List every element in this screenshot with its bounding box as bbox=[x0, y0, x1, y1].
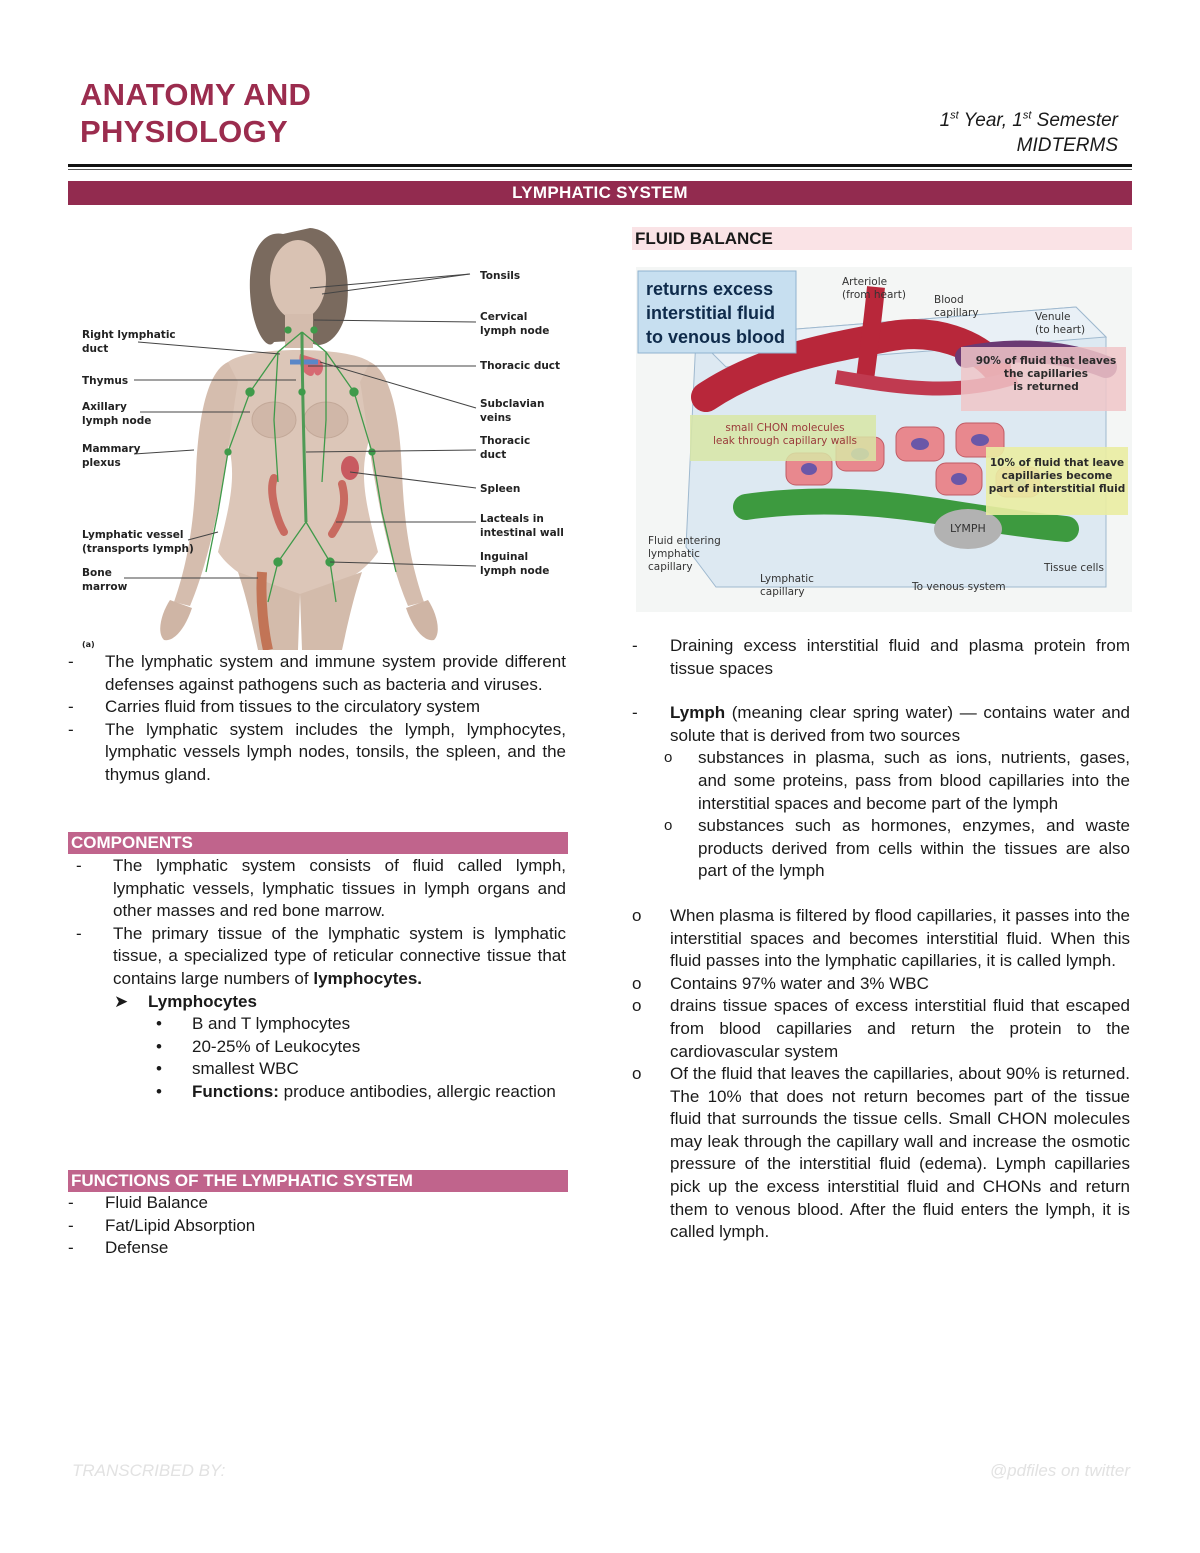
label-tissue-cells: Tissue cells bbox=[1044, 562, 1104, 574]
fluid-balance-figure bbox=[636, 267, 1132, 612]
label-bone-marrow: Bone marrow bbox=[82, 567, 128, 593]
document-title bbox=[80, 76, 311, 150]
list-item: - The primary tissue of the lymphatic system is lymphatic tissue, a specialized type of reticular connective tissue that contains large numbers of lymphocytes. bbox=[76, 923, 566, 988]
label-thymus: Thymus bbox=[82, 375, 129, 387]
label-axillary-lymph-node: Axillary lymph node bbox=[82, 401, 152, 427]
list-item: - Draining excess interstitial fluid and plasma protein from tissue spaces bbox=[632, 636, 1130, 678]
list-item: - The lymphatic system consists of fluid called lymph, lymphatic vessels, lymphatic tissues in lymph organs and other masses and red bone marrow. bbox=[76, 856, 566, 921]
label-lacteals: Lacteals in intestinal wall bbox=[480, 513, 564, 539]
title-line-1: ANATOMY AND bbox=[80, 77, 312, 112]
header-rule-thin bbox=[68, 169, 1132, 170]
fluid-balance-heading: FLUID BALANCE bbox=[632, 227, 1132, 250]
list-item: - The lymphatic system includes the lymph, lymphocytes, lymphatic vessels lymph nodes, tonsils, the spleen, and the thymus gland. bbox=[68, 719, 566, 784]
section-banner: LYMPHATIC SYSTEM bbox=[68, 181, 1132, 205]
functions-list bbox=[68, 1192, 566, 1260]
list-item: • B and T lymphocytes bbox=[156, 1014, 351, 1034]
list-item: - Defense bbox=[68, 1238, 169, 1258]
label-lymphatic-vessel: Lymphatic vessel (transports lymph) bbox=[82, 529, 194, 555]
components-list bbox=[76, 855, 566, 1104]
list-item: - The lymphatic system and immune system provide different defenses against pathogens such as bacteria and viruses. bbox=[68, 652, 566, 694]
fluid-balance-text bbox=[632, 635, 1130, 1244]
label-thoracic-duct: Thoracic duct bbox=[480, 360, 561, 372]
list-item: • Functions: produce antibodies, allergic reaction bbox=[156, 1081, 556, 1101]
label-right-lymphatic-duct: Right lymphatic duct bbox=[82, 329, 176, 355]
list-item: - Carries fluid from tissues to the circulatory system bbox=[68, 697, 481, 717]
label-panel-a: (a) bbox=[82, 640, 95, 649]
title-line-2: PHYSIOLOGY bbox=[80, 114, 288, 149]
fluid-box-title: returns excess interstitial fluid to venous blood bbox=[646, 279, 785, 347]
components-heading: COMPONENTS bbox=[68, 832, 568, 854]
year-semester: 1st Year, 1st Semester bbox=[939, 109, 1118, 131]
list-item: o drains tissue spaces of excess interstitial fluid that escaped from blood capillaries and return the protein to the cardiovascular system bbox=[632, 996, 1130, 1061]
label-lymphatic-capillary: Lymphatic capillary bbox=[760, 573, 814, 598]
list-item: o Contains 97% water and 3% WBC bbox=[632, 973, 929, 993]
list-item: o Of the fluid that leaves the capillaries, about 90% is returned. The 10% that does not return becomes part of the tissue fluid that surrounds the tissue cells. Small CHON molecules may leak through the capillary wall and increase the osmotic pressure of the interstitial fluid (edema). Lymph capillaries pick up the excess interstitial fluid and CHONs and return them to venous blood. After the fluid enters the lymph, it is called lymph. bbox=[632, 1064, 1130, 1242]
note-10-percent: 10% of fluid that leave capillaries become part of interstitial fluid bbox=[988, 457, 1126, 495]
label-spleen: Spleen bbox=[480, 483, 521, 495]
list-item: o substances in plasma, such as ions, nutrients, gases, and some proteins, pass from blood capillaries into the interstitial spaces and become part of the lymph bbox=[664, 748, 1130, 813]
intro-bullet-list bbox=[68, 651, 566, 787]
label-to-venous-system: To venous system bbox=[912, 581, 1006, 593]
label-blood-capillary: Blood capillary bbox=[934, 294, 979, 319]
label-tonsils: Tonsils bbox=[480, 270, 521, 282]
label-lymph: LYMPH bbox=[950, 522, 986, 535]
header-rule bbox=[68, 164, 1132, 167]
lymphatic-system-figure bbox=[78, 222, 568, 650]
footer-transcribed: TRANSCRIBED BY: bbox=[72, 1461, 226, 1480]
list-item: o When plasma is filtered by flood capillaries, it passes into the interstitial spaces and becomes interstitial fluid. When this fluid passes into the lymphatic capillaries, it is called lymph. bbox=[632, 905, 1130, 971]
list-item: - Fat/Lipid Absorption bbox=[68, 1215, 256, 1235]
label-thoracic-duct-2: Thoracic duct bbox=[480, 435, 531, 461]
footer-credit: @pdfiles on twitter bbox=[989, 1461, 1130, 1480]
lymphocytes-subheading: ➤ Lymphocytes bbox=[114, 991, 257, 1011]
list-item: • 20-25% of Leukocytes bbox=[156, 1036, 361, 1056]
label-fluid-entering: Fluid entering lymphatic capillary bbox=[648, 535, 721, 573]
label-inguinal-lymph-node: Inguinal lymph node bbox=[480, 551, 550, 577]
label-cervical-lymph-node: Cervical lymph node bbox=[480, 311, 550, 337]
functions-heading: FUNCTIONS OF THE LYMPHATIC SYSTEM bbox=[68, 1170, 568, 1192]
label-subclavian-veins: Subclavian veins bbox=[480, 398, 545, 424]
semester-info bbox=[940, 108, 1118, 158]
label-venule: Venule (to heart) bbox=[1035, 311, 1086, 336]
list-item: • smallest WBC bbox=[156, 1059, 299, 1079]
list-item: o substances such as hormones, enzymes, and waste products derived from cells within the tissues are also part of the lymph bbox=[664, 816, 1130, 881]
label-arteriole: Arteriole (from heart) bbox=[842, 276, 906, 301]
list-item: - Lymph (meaning clear spring water) — contains water and solute that is derived from two sources bbox=[632, 703, 1130, 745]
list-item: - Fluid Balance bbox=[68, 1193, 209, 1212]
note-small-chon: small CHON molecules leak through capillary walls bbox=[712, 422, 858, 447]
note-90-percent: 90% of fluid that leaves the capillaries is returned bbox=[975, 355, 1117, 393]
label-mammary-plexus: Mammary plexus bbox=[82, 443, 141, 469]
exam-label: MIDTERMS bbox=[1016, 135, 1118, 156]
